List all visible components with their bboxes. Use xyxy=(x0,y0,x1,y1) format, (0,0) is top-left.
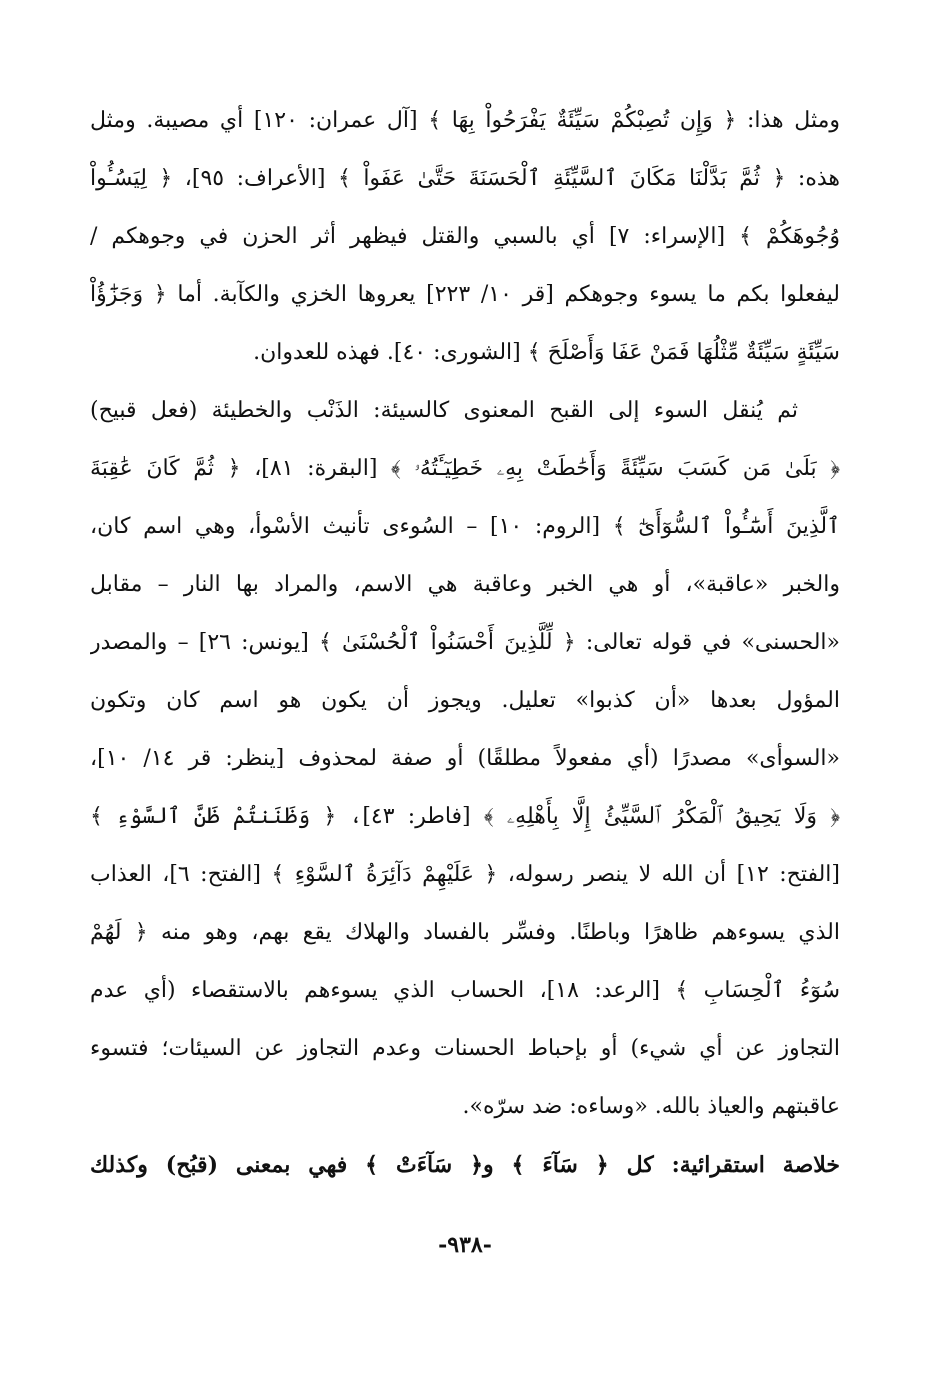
text-line: ٱلَّذِينَ أَسَٰٓـُٔواْ ٱلسُّوٓأَىٰٓ ﴾ [الروم: ١٠] – السُوءى تأنيث الأسْوأ، وهي اسم كان، xyxy=(90,514,840,539)
text-line: [الفتح: ١٢] أن الله لا ينصر رسوله، ﴿ عَلَيْهِمْ دَآئِرَةُ ٱلسَّوْءِ ﴾ [الفتح: ٦]، العذاب xyxy=(90,862,840,887)
text-line: ليفعلوا بكم ما يسوء وجوهكم [قر ١٠/ ٢٢٣] يعروها الخزي والكآبة. أما ﴿ وَجَزَٰٓؤُاْ xyxy=(90,282,840,307)
paragraph-2 xyxy=(90,382,840,1136)
text-line: المؤول بعدها «أن كذبوا» تعليل. ويجوز أن يكون هو اسم كان وتكون xyxy=(90,688,840,713)
text-line: «الحسنى» في قوله تعالى: ﴿ لِّلَّذِينَ أَحْسَنُواْ ٱلْحُسْنَىٰ ﴾ [يونس: ٢٦] – والمصدر xyxy=(90,630,840,655)
paragraph-3 xyxy=(90,1136,840,1194)
text-line: والخبر «عاقبة»، أو هي الخبر وعاقبة هي الاسم، والمراد بها النار – مقابل xyxy=(90,572,840,597)
body-text xyxy=(90,92,840,1194)
text-line: سُوٓءُ ٱلْحِسَابِ ﴾ [الرعد: ١٨]، الحساب الذي يسوءهم بالاستقصاء (أي عدم xyxy=(90,978,840,1003)
text-line: ﴿ وَلَا يَحِيقُ ٱلْمَكْرُ ٱلسَّيِّئُ إِلَّا بِأَهْلِهِۦ ﴾ [فاطر: ٤٣]، ﴿ وَظَنَنتُمْ ظَنَّ ٱلسَّوْءِ ﴾ xyxy=(90,804,840,829)
page-number: -٩٣٨- xyxy=(438,1232,492,1258)
text-line: «السوأى» مصدرًا (أي مفعولاً مطلقًا) أو صفة لمحذوف [ينظر: قر ١٤/ ١٠]، xyxy=(90,746,840,771)
paragraph-1 xyxy=(90,92,840,382)
text-line: ومثل هذا: ﴿ وَإِن تُصِبْكُمْ سَيِّئَةٌ يَفْرَحُواْ بِهَا ﴾ [آل عمران: ١٢٠] أي مصيبة. ومثل xyxy=(90,108,840,133)
text-line: وُجُوهَكُمْ ﴾ [الإسراء: ٧] أي بالسبي والقتل فيظهر أثر الحزن في وجوهكم / xyxy=(90,224,840,249)
text-line: الذي يسوءهم ظاهرًا وباطنًا. وفسِّر بالفساد والهلاك يقع بهم، وهو منه ﴿ لَهُمْ xyxy=(90,920,840,945)
text-line: التجاوز عن أي شيء) أو بإحباط الحسنات وعدم التجاوز عن السيئات؛ فتسوء xyxy=(90,1036,840,1061)
text-line: ثم يُنقل السوء إلى القبح المعنوى كالسيئة: الذَنْب والخطيئة (فعل قبيح) xyxy=(90,398,798,423)
text-line: خلاصة استقرائية: كل ﴿ سَآءَ ﴾ و﴿ سَآءَتْ ﴾ فهي بمعنى (قبُح) وكذلك xyxy=(90,1152,840,1178)
text-line: هذه: ﴿ ثُمَّ بَدَّلْنَا مَكَانَ ٱلسَّيِّئَةِ ٱلْحَسَنَةَ حَتَّىٰ عَفَواْ ﴾ [الأعراف: ٩٥]، ﴿ لِيَسُـُٔواْ xyxy=(90,166,840,191)
text-line: عاقبتهم والعياذ بالله. «وساءه: ضد سرّه». xyxy=(462,1094,840,1119)
text-line: ﴿ بَلَىٰ مَن كَسَبَ سَيِّئَةً وَأَحَٰطَتْ بِهِۦ خَطِيٓـَٔتُهُۥ ﴾ [البقرة: ٨١]، ﴿ ثُمَّ كَانَ عَٰقِبَةَ xyxy=(90,456,840,481)
text-line: سَيِّئَةٍ سَيِّئَةٌ مِّثْلُهَا فَمَنْ عَفَا وَأَصْلَحَ ﴾ [الشورى: ٤٠]. فهذه للعدوان. xyxy=(253,340,840,365)
